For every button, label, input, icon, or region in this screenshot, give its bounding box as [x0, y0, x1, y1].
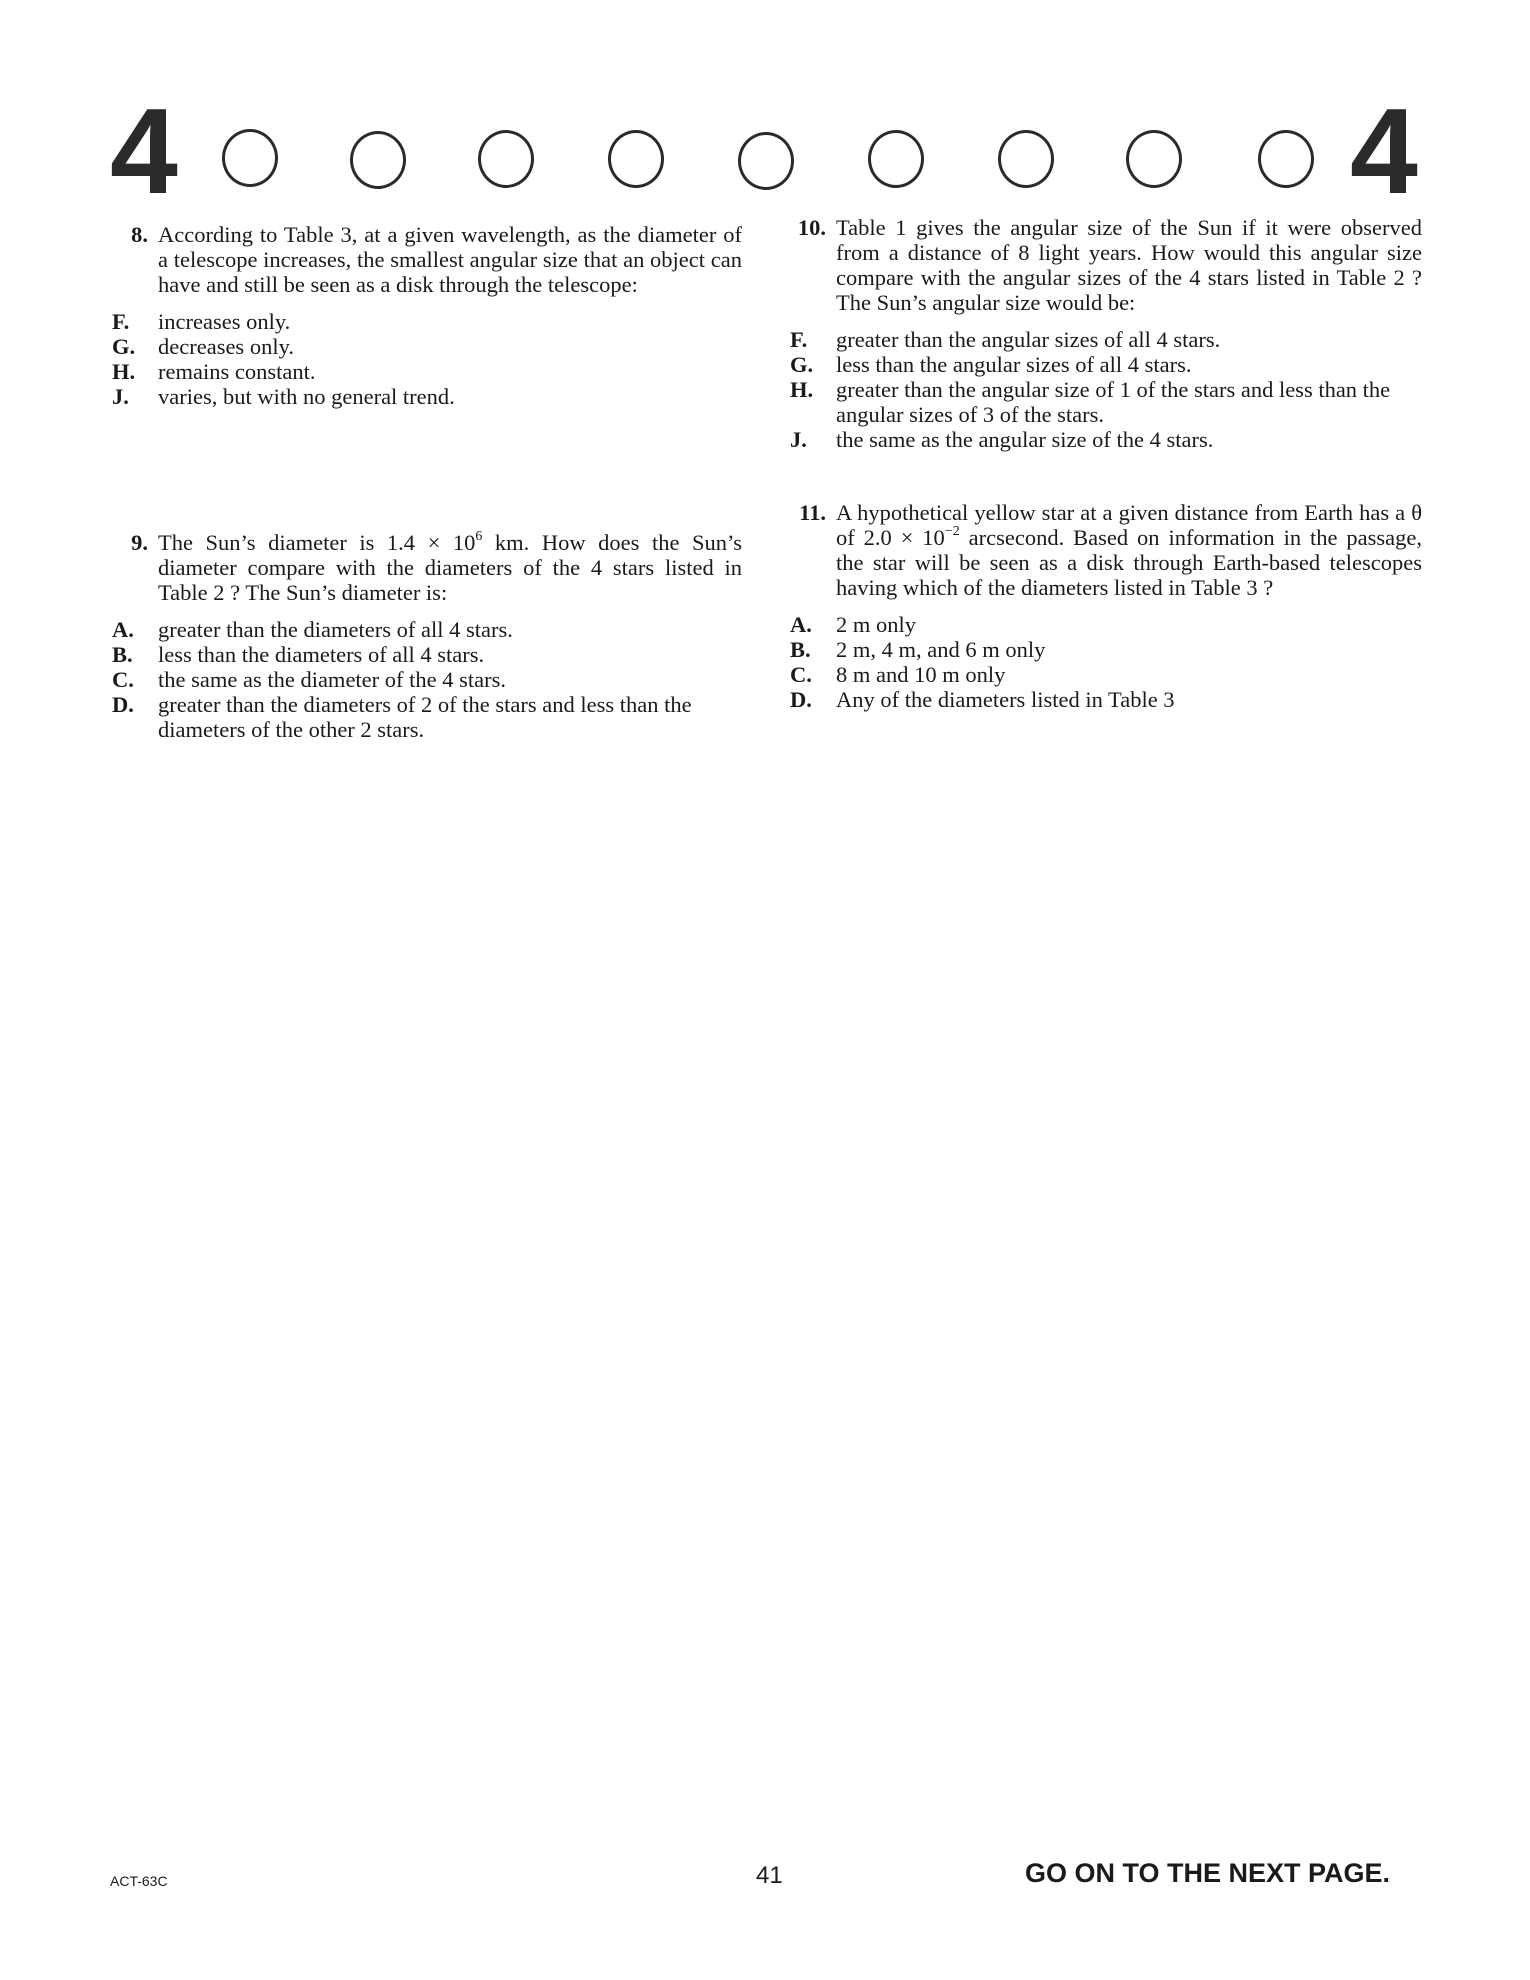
choice-letter: H. — [112, 359, 136, 384]
circle-icon — [1258, 130, 1314, 188]
answer-choice[interactable] — [790, 687, 1422, 712]
choice-letter: F. — [790, 327, 808, 352]
choice-text: 2 m only — [836, 612, 917, 637]
choice-text: the same as the angular size of the 4 stars. — [836, 427, 1214, 452]
choice-letter: H. — [790, 377, 814, 402]
circle-icon — [478, 130, 534, 188]
answer-choice[interactable] — [790, 612, 1422, 637]
circle-icon — [998, 130, 1054, 188]
choice-text: 8 m and 10 m only — [836, 662, 1006, 687]
question-stem — [836, 500, 1422, 600]
stem-text: A hypothetical yellow star at a given distance from Earth has a θ of 2.0 × 10 — [836, 500, 1422, 550]
answer-choice[interactable] — [112, 642, 742, 667]
choice-text: greater than the diameters of 2 of the stars and less than the diameters of the other 2 stars. — [158, 692, 692, 742]
choice-text: decreases only. — [158, 334, 294, 359]
choice-letter: D. — [790, 687, 812, 712]
question-9 — [112, 530, 742, 742]
question-number: 9. — [131, 530, 148, 555]
circle-icon — [222, 129, 278, 187]
choice-text: greater than the angular sizes of all 4 stars. — [836, 327, 1221, 352]
choice-text: 2 m, 4 m, and 6 m only — [836, 637, 1046, 662]
choice-letter: G. — [112, 334, 136, 359]
answer-choice[interactable] — [790, 427, 1422, 452]
answer-choice[interactable] — [112, 359, 742, 384]
circle-icon — [608, 130, 664, 188]
section-number-left: 4 — [110, 83, 178, 219]
choice-letter: J. — [790, 427, 807, 452]
answer-choices — [790, 327, 1422, 452]
answer-choices — [790, 612, 1422, 712]
circle-icon — [868, 130, 924, 188]
exponent: −2 — [944, 523, 960, 539]
question-8 — [112, 222, 742, 409]
answer-choice[interactable] — [112, 334, 742, 359]
answer-choice[interactable] — [790, 662, 1422, 687]
choice-letter: C. — [112, 667, 134, 692]
choice-text: greater than the angular size of 1 of the stars and less than the angular sizes of 3 of the stars. — [836, 377, 1391, 427]
answer-choice[interactable] — [790, 637, 1422, 662]
exponent: 6 — [475, 528, 483, 544]
choice-letter: B. — [790, 637, 811, 662]
header-circle-row — [0, 125, 1530, 195]
choice-text: increases only. — [158, 309, 291, 334]
stem-text: arcsecond. Based on information in the passage, the star will be seen as a disk through Earth-based telescopes having which of the diameters listed in Table 3 ? — [836, 525, 1422, 600]
circle-icon — [1126, 130, 1182, 188]
question-stem: Table 1 gives the angular size of the Sun if it were observed from a distance of 8 light years. How would this angular size compare with the angular sizes of the 4 stars listed in Table 2 ? The Sun’s angular size would be: — [836, 215, 1422, 315]
choice-text: remains constant. — [158, 359, 316, 384]
choice-text: greater than the diameters of all 4 stars. — [158, 617, 513, 642]
choice-text: the same as the diameter of the 4 stars. — [158, 667, 507, 692]
question-stem — [158, 530, 742, 605]
answer-choice[interactable] — [112, 617, 742, 642]
choice-letter: A. — [790, 612, 812, 637]
choice-letter: B. — [112, 642, 133, 667]
choice-text: less than the diameters of all 4 stars. — [158, 642, 485, 667]
choice-letter: C. — [790, 662, 812, 687]
section-number-right: 4 — [1350, 83, 1418, 219]
answer-choice[interactable] — [790, 377, 1422, 427]
answer-choice[interactable] — [790, 352, 1422, 377]
answer-choice[interactable] — [790, 327, 1422, 352]
question-number: 11. — [799, 500, 826, 525]
question-number: 8. — [131, 222, 148, 247]
answer-choice[interactable] — [112, 309, 742, 334]
page-number: 41 — [756, 1862, 783, 1889]
answer-choice[interactable] — [112, 692, 742, 742]
circle-icon — [738, 132, 794, 190]
choice-letter: J. — [112, 384, 129, 409]
question-stem: According to Table 3, at a given wavelength, as the diameter of a telescope increases, the smallest angular size that an object can have and still be seen as a disk through the telescope: — [158, 222, 742, 297]
question-11 — [790, 500, 1422, 712]
choice-text: less than the angular sizes of all 4 stars. — [836, 352, 1192, 377]
circle-icon — [350, 131, 406, 189]
choice-text: varies, but with no general trend. — [158, 384, 455, 409]
question-10 — [790, 215, 1422, 452]
choice-letter: A. — [112, 617, 134, 642]
answer-choice[interactable] — [112, 667, 742, 692]
answer-choices — [112, 617, 742, 742]
choice-text: Any of the diameters listed in Table 3 — [836, 687, 1175, 712]
choice-letter: D. — [112, 692, 134, 717]
question-number: 10. — [797, 215, 826, 240]
answer-choices — [112, 309, 742, 409]
form-code: ACT-63C — [110, 1873, 168, 1889]
answer-choice[interactable] — [112, 384, 742, 409]
stem-text: The Sun’s diameter is 1.4 × 10 — [158, 530, 476, 555]
choice-letter: G. — [790, 352, 814, 377]
choice-letter: F. — [112, 309, 130, 334]
next-page-instruction: GO ON TO THE NEXT PAGE. — [1025, 1858, 1391, 1888]
stem-text: km. How does the Sun’s diameter compare with the diameters of the 4 stars listed in Table 2 ? The Sun’s diameter is: — [158, 530, 743, 605]
